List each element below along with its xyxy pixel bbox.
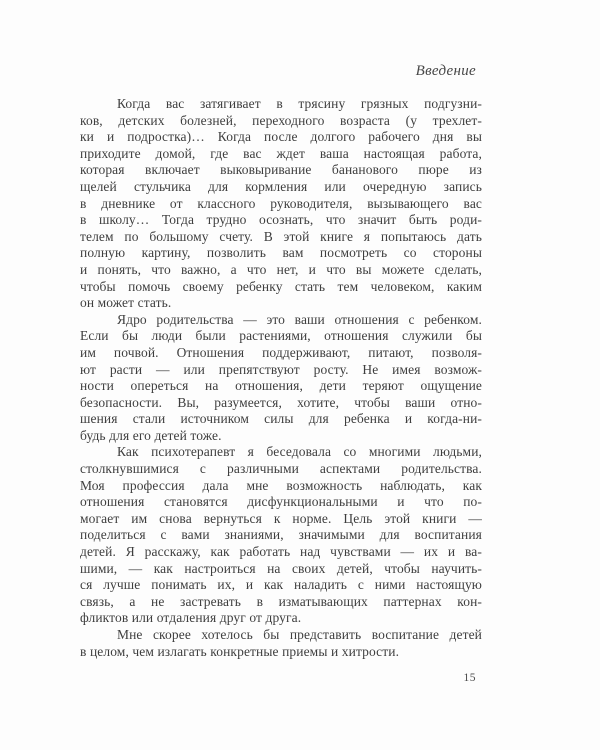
- text-line: могает им снова вернуться к норме. Цель этой книги —: [80, 510, 482, 526]
- text-line: им почвой. Отношения поддерживают, питают, позволя-: [80, 344, 482, 360]
- text-line: отношения становятся дисфункциональными и что по-: [80, 494, 482, 510]
- text-line: и понять, что важно, а что нет, и что вы можете сделать,: [80, 261, 482, 277]
- text-line: поделиться с вами знаниями, значимыми для воспитания: [80, 527, 482, 543]
- text-line: будь для его детей тоже.: [80, 427, 222, 443]
- text-line: детей. Я расскажу, как работать над чувствами — их и ва-: [80, 544, 482, 560]
- paragraph: [80, 444, 482, 627]
- text-line: чтобы помочь своему ребенку стать тем человеком, каким: [80, 278, 482, 294]
- text-line: ся лучше понимать их, и как наладить с ними настоящую: [80, 577, 482, 593]
- text-line: шими, — как настроиться на своих детей, чтобы научить-: [80, 560, 482, 576]
- text-line: столкнувшимися с различными аспектами родительства.: [80, 461, 482, 477]
- text-line: Когда вас затягивает в трясину грязных подгузни-: [117, 96, 482, 111]
- text-line: ков, детских болезней, переходного возраста (у трехлет-: [80, 112, 482, 128]
- text-line: щелей стульчика для кормления или очередную запись: [80, 178, 482, 194]
- text-line: Как психотерапевт я беседовала со многими людьми,: [117, 444, 482, 460]
- text-line: в школу… Тогда трудно осознать, что значит быть роди-: [80, 212, 482, 228]
- text-line: шения стали источником силы для ребенка и когда-ни-: [80, 411, 482, 427]
- text-line: ют расти — или препятствуют росту. Не имея возмож-: [80, 361, 482, 377]
- text-line: в целом, чем излагать конкретные приемы и хитрости.: [80, 643, 400, 659]
- text-line: он может стать.: [80, 295, 172, 311]
- text-line: Если бы люди были растениями, отношения служили бы: [80, 328, 482, 344]
- paragraph: [80, 312, 482, 445]
- running-header: Введение: [415, 63, 476, 79]
- text-line: приходите домой, где вас ждет ваша настоящая работа,: [80, 145, 482, 161]
- text-line: фликтов или отдаления друг от друга.: [80, 610, 302, 626]
- paragraph: [80, 96, 482, 312]
- text-line: ки и подростка)… Когда после долгого рабочего дня вы: [80, 129, 482, 145]
- page-number: 15: [463, 672, 476, 684]
- text-line: в дневнике от классного руководителя, вызывающего вас: [80, 195, 482, 211]
- text-line: безопасности. Вы, разумеется, хотите, чтобы ваши отно-: [80, 394, 482, 410]
- text-line: которая включает выковыривание бананового пюре из: [80, 162, 482, 178]
- text-line: ности опереться на отношения, дети теряют ощущение: [80, 378, 482, 394]
- body-text: [80, 96, 482, 660]
- text-line: полную картину, позволить вам посмотреть со стороны: [80, 245, 482, 261]
- paragraph: [80, 627, 482, 660]
- text-line: Мне скорее хотелось бы представить воспитание детей: [117, 627, 482, 642]
- text-line: Моя профессия дала мне возможность наблюдать, как: [80, 477, 482, 493]
- text-line: Ядро родительства — это ваши отношения с ребенком.: [117, 311, 482, 327]
- text-line: телем по большому счету. В этой книге я попытаюсь дать: [80, 228, 482, 244]
- text-line: связь, а не застревать в изматывающих паттернах кон-: [80, 593, 482, 609]
